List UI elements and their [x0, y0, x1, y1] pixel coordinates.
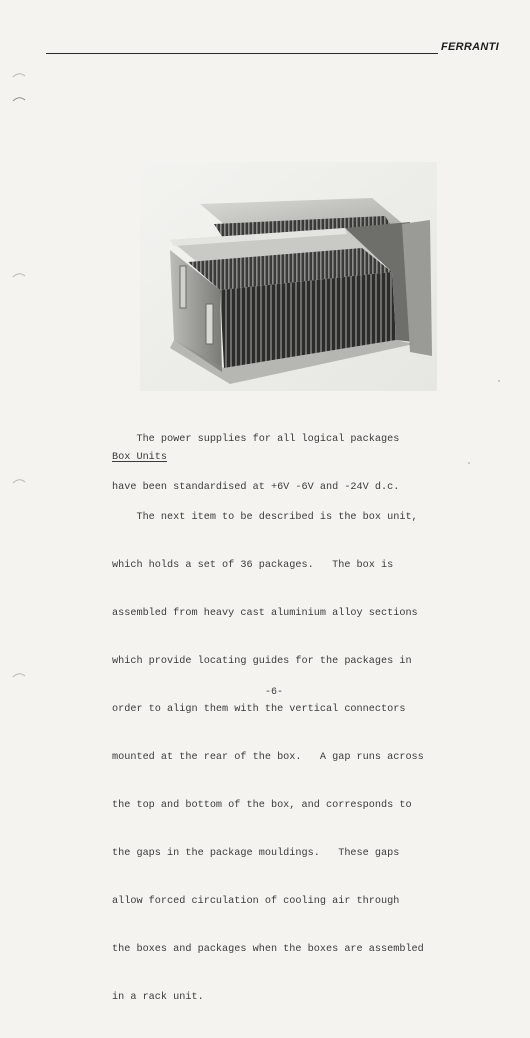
paper-speck: [498, 380, 500, 382]
binder-mark-icon: [12, 272, 26, 278]
body-line: which holds a set of 36 packages. The box is: [112, 560, 394, 571]
body-line: the boxes and packages when the boxes are assembled: [112, 944, 424, 955]
rack-box-unit-photo-icon: [140, 162, 437, 391]
body-line: allow forced circulation of cooling air through: [112, 896, 400, 907]
body-line: which provide locating guides for the packages in: [112, 656, 412, 667]
binder-mark-icon: [12, 72, 26, 78]
binder-mark-icon: [12, 96, 26, 102]
caption-line: have been standardised at +6V -6V and -24V d.c.: [112, 482, 400, 493]
page-number: -6-: [265, 687, 284, 698]
body-line: the gaps in the package mouldings. These gaps: [112, 848, 400, 859]
header-rule: [46, 53, 438, 54]
body-line: mounted at the rear of the box. A gap runs across: [112, 752, 424, 763]
binder-mark-icon: [12, 672, 26, 678]
body-line: The next item to be described is the box unit,: [112, 512, 418, 523]
section-heading: Box Units: [112, 452, 168, 463]
body-line: order to align them with the vertical connectors: [112, 704, 406, 715]
paper-speck: [468, 462, 470, 464]
body-paragraph: [112, 478, 452, 1038]
header-brand: FERRANTI: [441, 41, 500, 53]
box-unit-photo: [140, 162, 437, 391]
caption-line: The power supplies for all logical packages: [112, 434, 400, 445]
body-line: assembled from heavy cast aluminium alloy sections: [112, 608, 418, 619]
body-line: in a rack unit.: [112, 992, 204, 1003]
body-line: the top and bottom of the box, and corresponds to: [112, 800, 412, 811]
binder-mark-icon: [12, 478, 26, 484]
